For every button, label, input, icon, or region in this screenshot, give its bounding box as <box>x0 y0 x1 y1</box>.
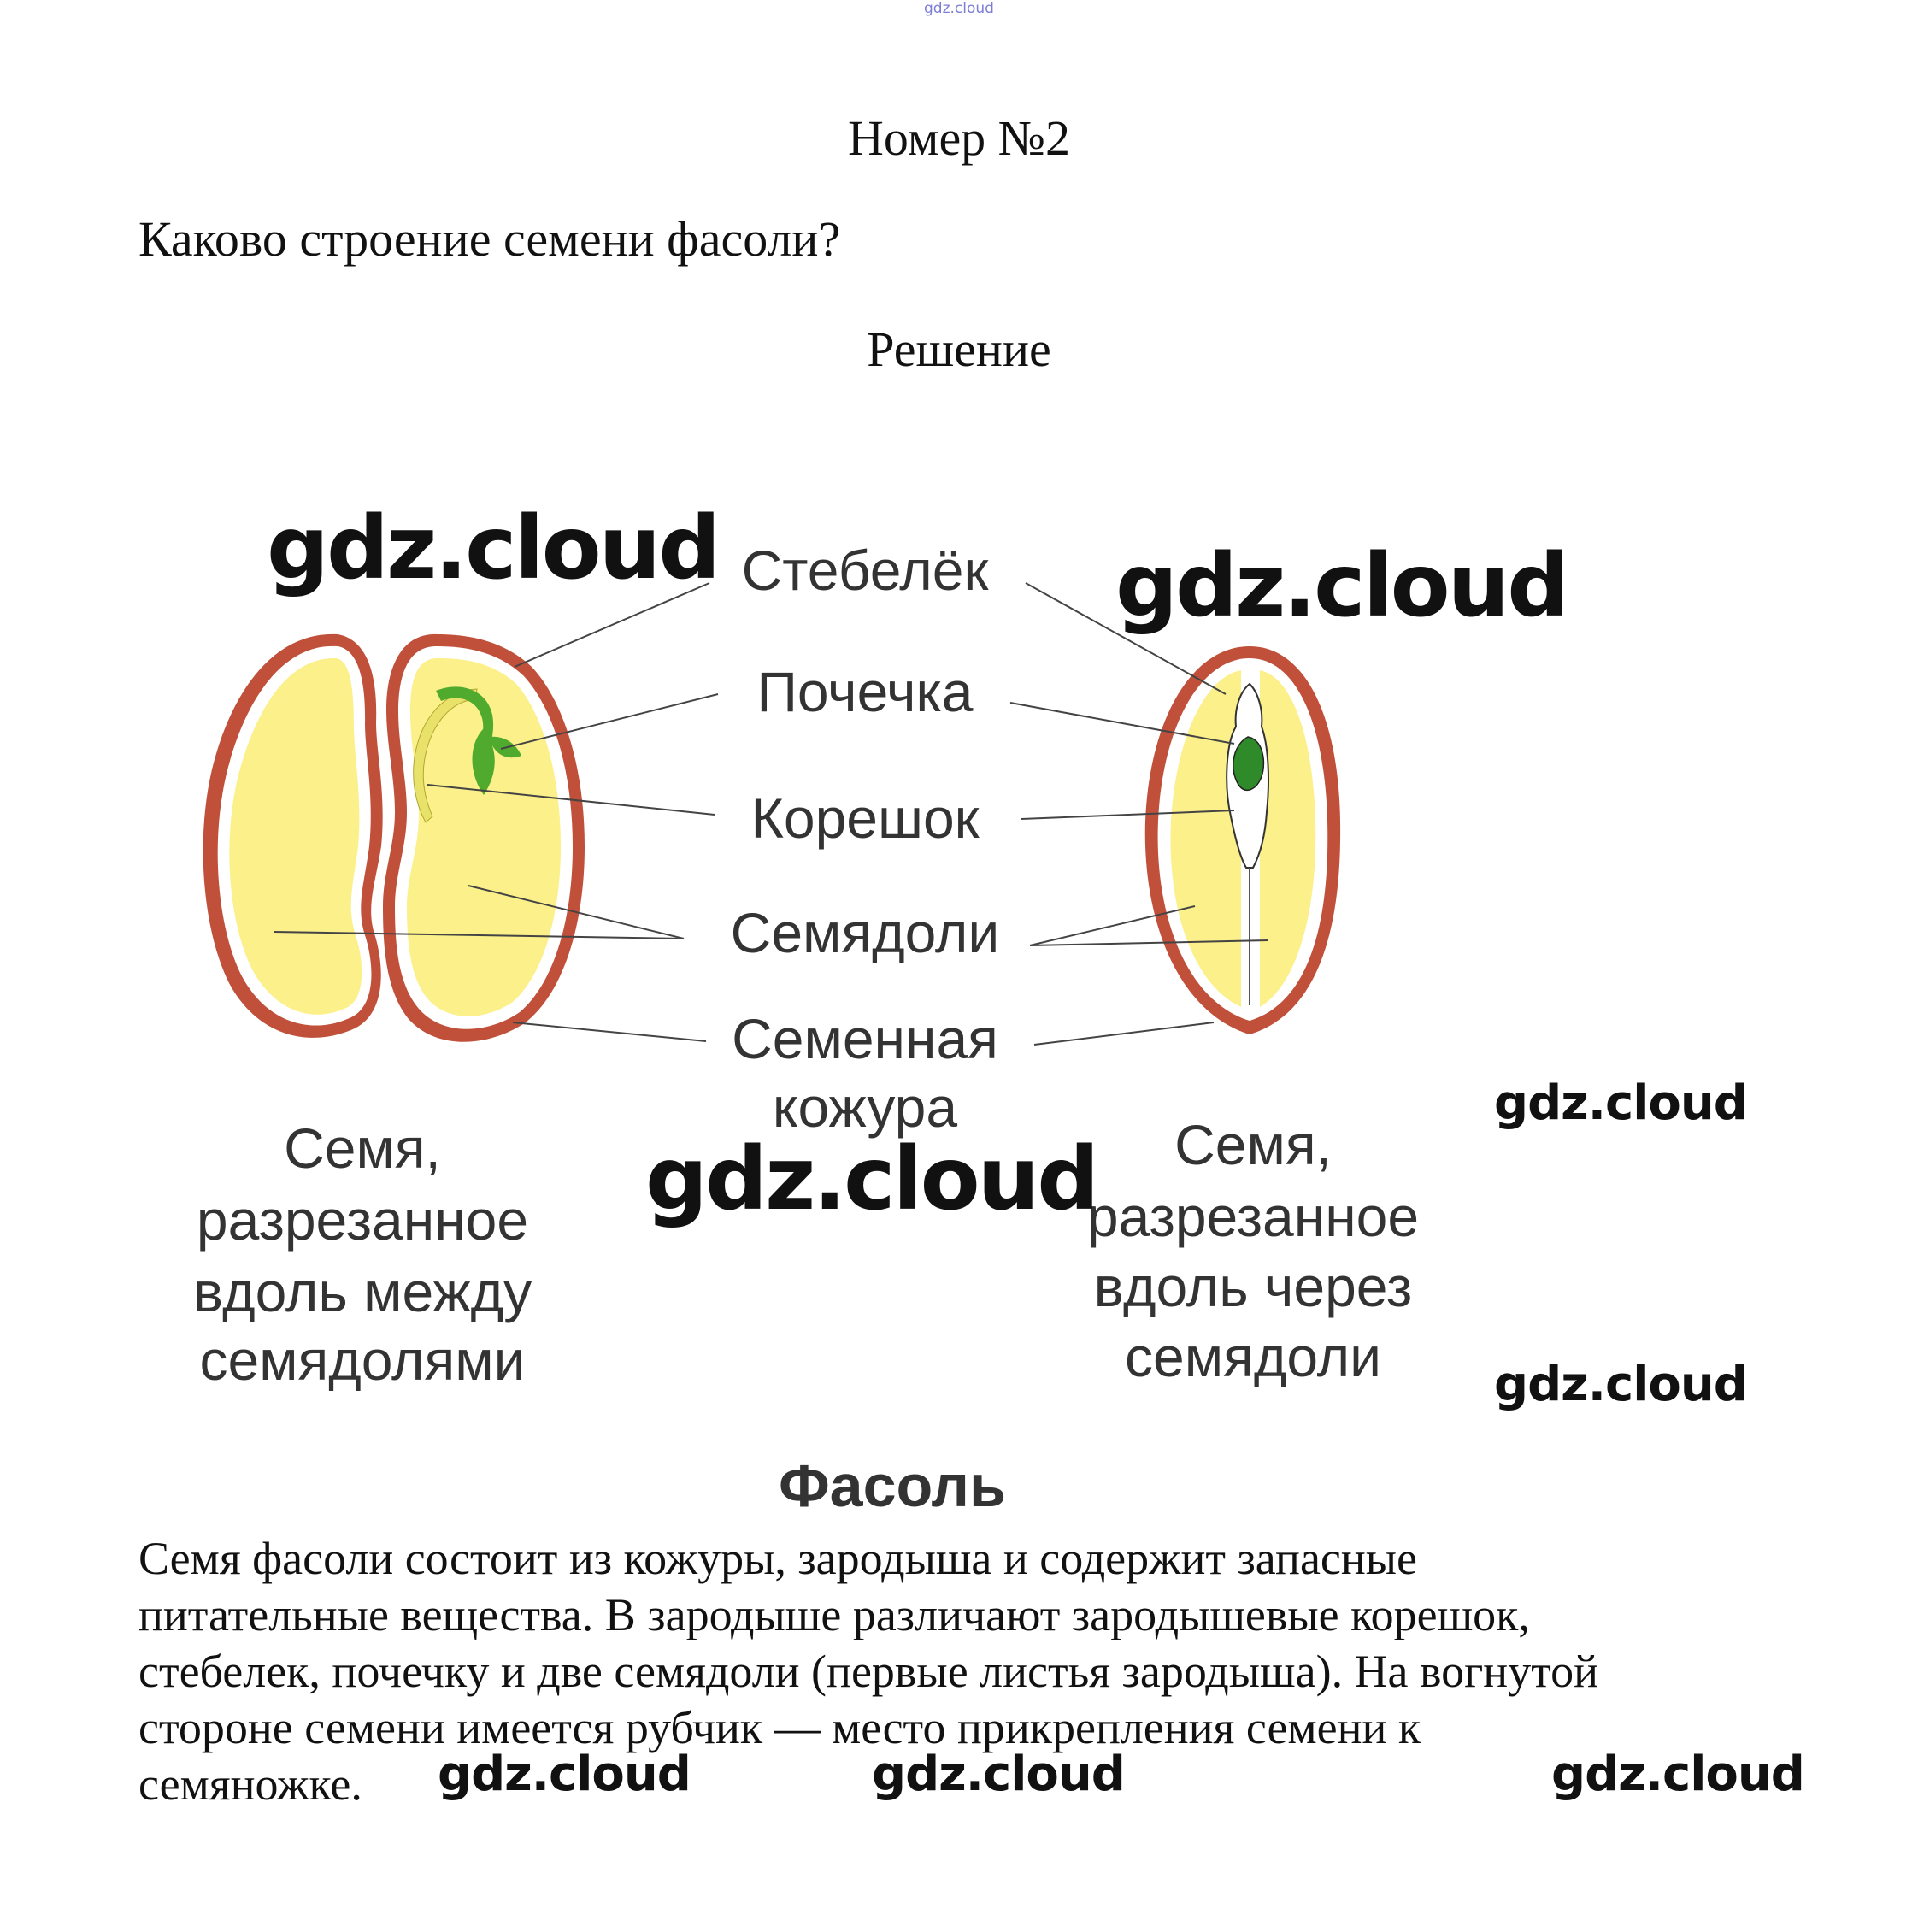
watermark: gdz.cloud <box>1494 1075 1747 1131</box>
watermark: gdz.cloud <box>438 1746 691 1802</box>
watermark: gdz.cloud <box>872 1746 1125 1802</box>
right-caption-line-2: разрезанное <box>1086 1185 1420 1248</box>
answer-line: стороне семени имеется рубчик — место прикрепления семени к <box>138 1702 1421 1753</box>
label-seed-coat-line2: кожура <box>772 1075 958 1139</box>
label-cotyledons: Семядоли <box>730 901 1000 964</box>
right-caption-line-1: Семя, <box>1174 1113 1332 1176</box>
right-seed <box>1145 646 1340 1034</box>
answer-line: Семя фасоли состоит из кожуры, зародыша и содержит запасные <box>138 1533 1418 1584</box>
label-seed-coat-line1: Семенная <box>732 1007 998 1070</box>
left-caption-line-2: разрезанное <box>196 1188 529 1252</box>
label-stem: Стебелёк <box>741 539 989 602</box>
site-mark: gdz.cloud <box>924 0 994 17</box>
right-caption-line-4: семядоли <box>1125 1325 1381 1388</box>
left-caption-line-1: Семя, <box>284 1116 441 1180</box>
solution-heading: Решение <box>867 321 1051 377</box>
page-title: Номер №2 <box>847 110 1071 166</box>
right-caption-line-3: вдоль через <box>1093 1255 1413 1318</box>
left-seed <box>203 634 585 1042</box>
label-bud: Почечка <box>756 660 974 723</box>
answer-line: стебелек, почечку и две семядоли (первые листья зародыша). На вогнутой <box>138 1646 1598 1697</box>
left-caption-line-4: семядолями <box>199 1328 526 1392</box>
watermark: gdz.cloud <box>645 1128 1097 1230</box>
watermark: gdz.cloud <box>1551 1746 1804 1802</box>
left-caption-line-3: вдоль между <box>192 1260 532 1323</box>
watermark: gdz.cloud <box>1494 1357 1747 1412</box>
watermark: gdz.cloud <box>1115 535 1568 637</box>
figure-title: Фасоль <box>778 1452 1007 1519</box>
question-text: Каково строение семени фасоли? <box>138 211 841 267</box>
watermark: gdz.cloud <box>267 498 719 599</box>
label-root: Корешок <box>750 786 980 850</box>
answer-line: питательные вещества. В зародыше различают зародышевые корешок, <box>138 1589 1530 1640</box>
answer-line: семяножке. <box>138 1758 362 1810</box>
